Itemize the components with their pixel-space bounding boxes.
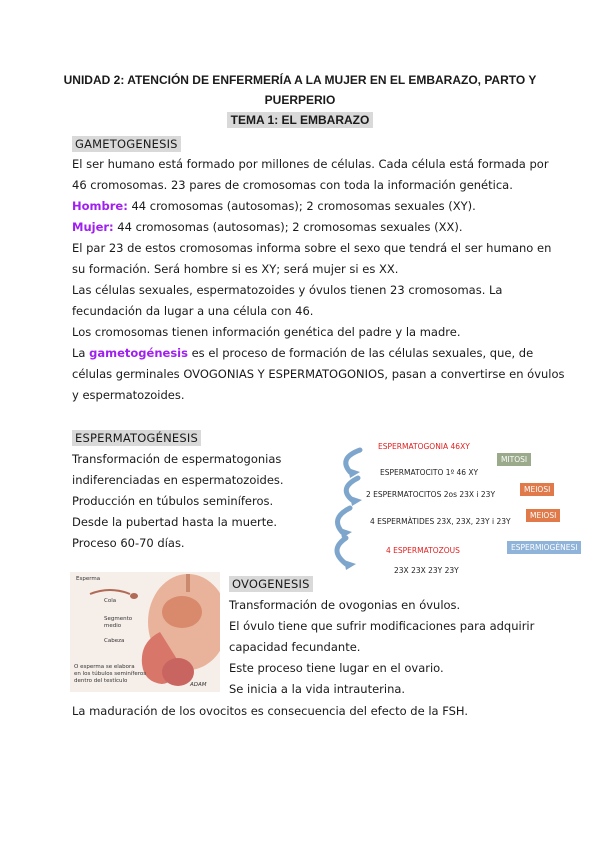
label-cola: Cola — [104, 598, 117, 604]
bladder-shape — [162, 596, 202, 628]
gametogenesis-p3b: fecundación da lugar a una célula con 46. — [72, 304, 314, 318]
esperm-line-1: Transformación de espermatogonias — [72, 452, 282, 466]
ovo-line-5: Se inicia a la vida intrauterina. — [229, 682, 406, 696]
sperm-tail — [90, 590, 130, 594]
arrowhead-2 — [350, 496, 362, 506]
ovo-line-3: capacidad fecundante. — [229, 640, 361, 654]
meiosi-box-2: MEIOSI — [526, 509, 560, 522]
espermatogenesis-heading — [72, 431, 201, 445]
label-esperma: Esperma — [76, 576, 101, 582]
unit-title-line2: PUERPERIO — [264, 93, 336, 107]
hombre-label: Hombre: — [72, 199, 128, 213]
caption-line2: en los túbulos seminíferos — [74, 671, 147, 677]
gametogenesis-p5c: y espermatozoides. — [72, 388, 185, 402]
diagram-step5: 4 ESPERMATOZOUS — [386, 546, 460, 555]
mitosi-box: MITOSI — [497, 453, 531, 466]
diagram-step1: ESPERMATOGONIA 46XY — [378, 442, 470, 451]
esperm-line-4: Desde la pubertad hasta la muerte. — [72, 515, 278, 529]
gametogenesis-term: gametogénesis — [89, 346, 188, 360]
label-segmento: Segmento — [104, 616, 133, 622]
ovo-final-line: La maduración de los ovocitos es consecuencia del efecto de la FSH. — [72, 704, 469, 718]
topic-subtitle — [0, 113, 600, 127]
male-anatomy-illustration — [70, 572, 220, 692]
gametogenesis-p1a: El ser humano está formado por millones de células. Cada célula está formada por — [72, 157, 549, 171]
gametogenesis-p2a: El par 23 de estos cromosomas informa sobre el sexo que tendrá el ser humano en — [72, 241, 552, 255]
ovo-line-1: Transformación de ovogonias en óvulos. — [229, 598, 461, 612]
meiosi-box-1: MEIOSI — [520, 483, 554, 496]
ovogenesis-heading — [229, 577, 313, 591]
ovogenesis-heading-text: OVOGENESIS — [229, 576, 313, 592]
unit-title-line1: UNIDAD 2: ATENCIÓN DE ENFERMERÍA A LA MUJER EN EL EMBARAZO, PARTO Y — [63, 73, 537, 87]
esperm-line-3: Producción en túbulos seminíferos. — [72, 494, 274, 508]
hombre-line — [72, 199, 476, 213]
espermiogenesi-box: ESPERMIOGÈNESI — [507, 541, 581, 554]
gametogenesis-heading-text: GAMETOGENESIS — [72, 136, 181, 152]
espermatogenesis-heading-text: ESPERMATOGÉNESIS — [72, 430, 201, 446]
gametogenesis-p2b: su formación. Será hombre si es XY; será mujer si es XX. — [72, 262, 399, 276]
arrow-1 — [346, 450, 360, 472]
diagram-step3: 2 ESPERMATOCITOS 2os 23X i 23Y — [366, 490, 496, 499]
hombre-text: 44 cromosomas (autosomas); 2 cromosomas sexuales (XY). — [127, 199, 476, 213]
gametogenesis-p3a: Las células sexuales, espermatozoides y óvulos tienen 23 cromosomas. La — [72, 283, 503, 297]
esperm-line-5: Proceso 60-70 días. — [72, 536, 185, 550]
ovo-line-4: Este proceso tiene lugar en el ovario. — [229, 661, 444, 675]
label-medio: medio — [104, 623, 122, 629]
topic-subtitle-text: TEMA 1: EL EMBARAZO — [227, 112, 374, 128]
adam-watermark: ADAM — [190, 682, 207, 688]
p5-pre: La — [72, 346, 90, 360]
arrowhead-4 — [344, 560, 356, 570]
spermatogenesis-diagram — [320, 440, 590, 580]
mujer-line — [72, 220, 463, 234]
mujer-label: Mujer: — [72, 220, 114, 234]
arrow-4 — [337, 538, 346, 564]
sperm-head — [130, 593, 138, 599]
gametogenesis-heading — [72, 137, 181, 151]
diagram-step6: 23X 23X 23Y 23Y — [394, 566, 459, 575]
gametogenesis-p5b: células germinales OVOGONIAS Y ESPERMATOGONIOS, pasan a convertirse en óvulos — [72, 367, 565, 381]
diagram-step4: 4 ESPERMÀTIDES 23X, 23X, 23Y i 23Y — [370, 517, 511, 526]
gametogenesis-p4: Los cromosomas tienen información genética del padre y la madre. — [72, 325, 461, 339]
mujer-text: 44 cromosomas (autosomas); 2 cromosomas sexuales (XX). — [113, 220, 463, 234]
p5-post: es el proceso de formación de las células sexuales, que, de — [187, 346, 534, 360]
arrow-2 — [346, 478, 358, 500]
gametogenesis-p5 — [72, 346, 533, 360]
diagram-step2: ESPERMATOCITO 1º 46 XY — [380, 468, 479, 477]
ovo-line-2: El óvulo tiene que sufrir modificaciones para adquirir — [229, 619, 535, 633]
label-cabeza: Cabeza — [104, 638, 125, 644]
esperm-line-2: indiferenciadas en espermatozoides. — [72, 473, 284, 487]
arrow-3 — [338, 508, 351, 532]
gametogenesis-p1b: 46 cromosomas. 23 pares de cromosomas con toda la información genética. — [72, 178, 513, 192]
caption-line1: O esperma se elabora — [74, 664, 135, 670]
caption-line3: dentro del testículo — [74, 678, 128, 684]
